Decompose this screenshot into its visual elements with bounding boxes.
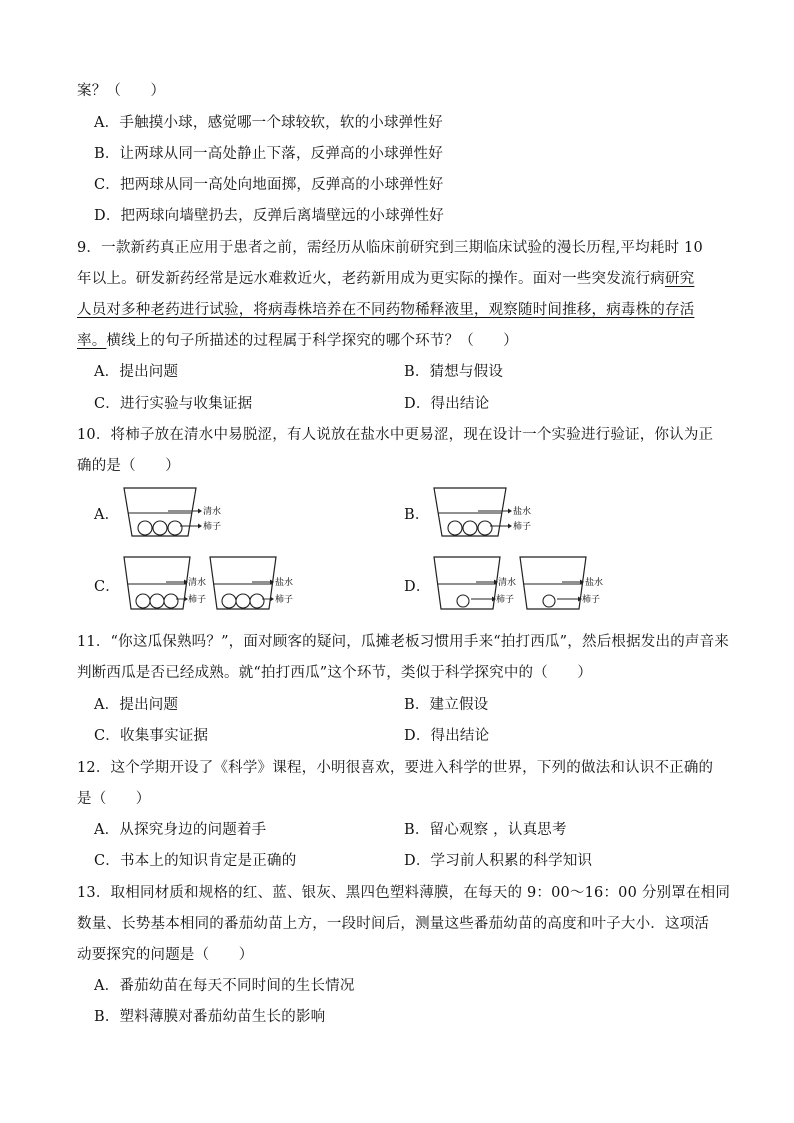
q11-option-b: B．建立假设 — [404, 697, 489, 713]
q9-line-2 — [77, 269, 694, 289]
label-salt: 盐水 — [585, 578, 604, 588]
q11-option-a: A．提出问题 — [94, 697, 179, 713]
q9-option-d: D．得出结论 — [404, 396, 490, 412]
q11-line-1: 11．“你这瓜保熟吗？”，面对顾客的疑问，瓜摊老板习惯用手来“拍打西瓜”，然后根据发出的声音来 — [77, 634, 729, 650]
persimmon-icon — [153, 521, 167, 535]
q10-line-2: 确的是（ ） — [77, 458, 180, 474]
label-water: 清水 — [203, 507, 222, 517]
label-persimmon: 柿子 — [203, 522, 222, 532]
q8-option-d: D．把两球向墙壁扔去，反弹后离墙壁远的小球弹性好 — [94, 208, 444, 224]
q9-line-2-text: 年以上。研发新药经常是远水难救近火，老药新用成为更实际的操作。面对一些突发流行病 — [77, 271, 665, 287]
persimmon-icon — [222, 594, 236, 608]
arrow-head-icon — [198, 509, 202, 514]
label-water: 清水 — [188, 578, 207, 588]
q8-option-a: A．手触摸小球，感觉哪一个球较软，软的小球弹性好 — [94, 115, 443, 131]
q11-line-2: 判断西瓜是否已经成熟。就“拍打西瓜”这个环节，类似于科学探究中的（ ） — [77, 665, 593, 681]
beaker-icon — [434, 488, 506, 536]
q9-option-a: A．提出问题 — [94, 364, 179, 380]
q9-underlined-middle: 人员对多种老药进行试验，将病毒株培养在不同药物稀释液里，观察随时间推移，病毒株的存活 — [77, 302, 695, 318]
q9-underlined-start: 研究 — [665, 271, 695, 287]
q9-underlined-end: 率。 — [77, 333, 107, 349]
label-persimmon: 柿子 — [582, 595, 601, 605]
q10-option-b-diagram — [428, 484, 538, 542]
persimmon-icon — [138, 521, 152, 535]
q8-option-c: C．把两球从同一高处向地面掷，反弹高的小球弹性好 — [94, 177, 444, 193]
q12-option-d: D．学习前人积累的科学知识 — [404, 853, 593, 869]
q9-line-1: 9．一款新药真正应用于患者之前，需经历从临床前研究到三期临床试验的漫长历程,平均耗时 10 — [77, 240, 703, 256]
label-persimmon: 柿子 — [188, 595, 207, 605]
persimmon-icon — [168, 521, 182, 535]
q13-option-b: B．塑料薄膜对番茄幼苗生长的影响 — [94, 1009, 326, 1025]
arrow-head-icon — [508, 524, 512, 529]
beaker-icon — [520, 557, 586, 609]
q13-line-2: 数量、长势基本相同的番茄幼苗上方，一段时间后，测量这些番茄幼苗的高度和叶子大小．这项活 — [77, 916, 710, 932]
q8-tail: 案？（ ） — [77, 83, 166, 99]
q10-option-d-diagram — [428, 553, 618, 615]
q10-option-c-letter: C． — [94, 579, 120, 595]
q13-line-3: 动要探究的问题是（ ） — [77, 947, 254, 963]
label-salt: 盐水 — [275, 578, 294, 588]
label-persimmon: 柿子 — [275, 595, 294, 605]
q8-option-b: B．让两球从同一高处静止下落，反弹高的小球弹性好 — [94, 146, 443, 162]
arrow-head-icon — [508, 509, 512, 514]
q12-option-b: B．留心观察 ，认真思考 — [404, 822, 567, 838]
q10-option-a-letter: A． — [94, 507, 120, 523]
persimmon-icon — [150, 594, 164, 608]
persimmon-icon — [543, 595, 555, 607]
label-persimmon: 柿子 — [496, 595, 515, 605]
persimmon-icon — [478, 521, 492, 535]
persimmon-icon — [164, 594, 178, 608]
q11-option-c: C．收集事实证据 — [94, 728, 209, 744]
q11-option-d: D．得出结论 — [404, 728, 490, 744]
q10-line-1: 10．将柿子放在清水中易脱涩，有人说放在盐水中更易涩，现在设计一个实验进行验证，你认为正 — [77, 427, 714, 443]
q12-option-c: C．书本上的知识肯定是正确的 — [94, 853, 297, 869]
persimmon-icon — [463, 521, 477, 535]
q9-question: 横线上的句子所描述的过程属于科学探究的哪个环节？（ ） — [106, 333, 519, 349]
q10-option-c-diagram — [118, 553, 318, 615]
beaker-icon — [210, 557, 276, 609]
q12-option-a: A．从探究身边的问题着手 — [94, 822, 267, 838]
beaker-icon — [434, 557, 500, 609]
label-water: 清水 — [498, 578, 517, 588]
q12-line-2: 是（ ） — [77, 791, 151, 807]
q13-option-a: A．番茄幼苗在每天不同时间的生长情况 — [94, 978, 355, 994]
q9-option-b: B．猜想与假设 — [404, 364, 504, 380]
q9-line-4 — [77, 331, 518, 351]
q10-option-a-diagram — [118, 484, 228, 542]
persimmon-icon — [136, 594, 150, 608]
q9-option-c: C．进行实验与收集证据 — [94, 396, 253, 412]
persimmon-icon — [448, 521, 462, 535]
arrow-head-icon — [270, 597, 274, 602]
q10-option-d-letter: D． — [404, 579, 431, 595]
q10-option-b-letter: B． — [404, 507, 430, 523]
arrow-head-icon — [198, 524, 202, 529]
q13-line-1: 13．取相同材质和规格的红、蓝、银灰、黑四色塑料薄膜，在每天的 9：00～16：00 分别罩在相同 — [77, 885, 731, 901]
persimmon-icon — [236, 594, 250, 608]
persimmon-icon — [457, 595, 469, 607]
q12-line-1: 12．这个学期开设了《科学》课程，小明很喜欢，要进入科学的世界，下列的做法和认识不正确的 — [77, 760, 714, 776]
persimmon-icon — [250, 594, 264, 608]
beaker-icon — [124, 488, 196, 536]
beaker-icon — [124, 557, 190, 609]
label-salt: 盐水 — [513, 507, 532, 517]
label-persimmon: 柿子 — [513, 522, 532, 532]
